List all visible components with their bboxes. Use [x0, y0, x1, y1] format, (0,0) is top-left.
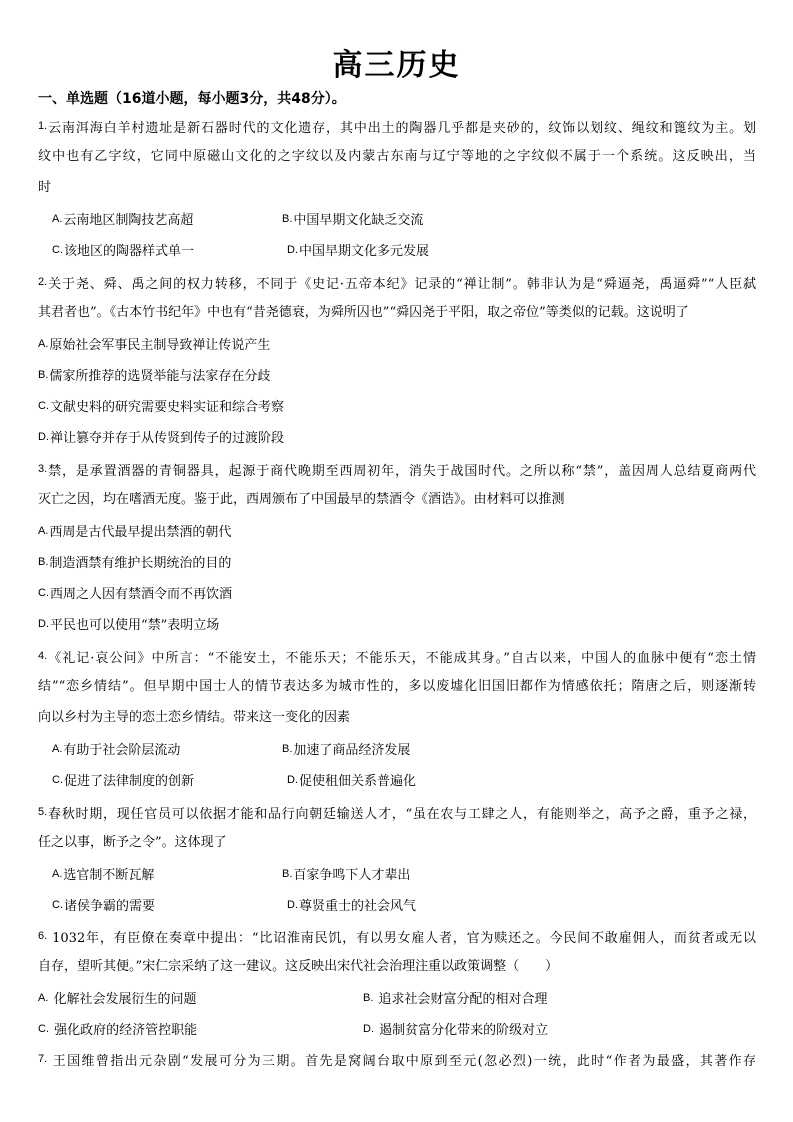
question-6-line-2: 自存，望听其便。”宋仁宗采纳了这一建议。这反映出宋代社会治理注重以政策调整（ ） — [38, 959, 559, 974]
question-3-option-c[interactable]: C.西周之人因有禁酒令而不再饮酒 — [38, 587, 233, 602]
question-3-line-2: 灭亡之因，均在嗜酒无度。鉴于此，西周颁布了中国最早的禁酒令《酒诰》。由材料可以推测 — [38, 492, 565, 507]
question-3-option-d[interactable]: D.平民也可以使用“禁”表明立场 — [38, 618, 220, 633]
question-number: 2. — [38, 276, 48, 288]
question-2-option-d[interactable]: D.禅让篡夺并存于从传贤到传子的过渡阶段 — [38, 431, 285, 446]
question-2-option-a[interactable]: A.原始社会军事民主制导致禅让传说产生 — [38, 338, 271, 353]
question-1-option-b[interactable]: B.中国早期文化缺乏交流 — [282, 213, 424, 228]
question-6-option-c[interactable]: C. 强化政府的经济管控职能 — [38, 1023, 198, 1038]
question-3-option-b[interactable]: B.制造酒禁有维护长期统治的目的 — [38, 556, 232, 571]
page-title: 高三历史 — [332, 48, 461, 83]
question-2-option-b[interactable]: B.儒家所推荐的选贤举能与法家存在分歧 — [38, 369, 271, 384]
question-1-option-d[interactable]: D.中国早期文化多元发展 — [287, 244, 430, 259]
question-4-line-3: 向以乡村为主导的恋土恋乡情结。带来这一变化的因素 — [38, 710, 351, 725]
question-3-option-a[interactable]: A.西周是古代最早提出禁酒的朝代 — [38, 525, 232, 540]
question-2-line-2: 其君者也”。《古本竹书纪年》中也有“昔尧德衰，为舜所囚也”“舜囚尧于平阳，取之帝位”等类似的记载。这说明了 — [38, 305, 689, 320]
question-5-line-2: 任之以事，断予之令”。这体现了 — [38, 835, 227, 850]
question-5-option-b[interactable]: B.百家争鸣下人才辈出 — [282, 868, 411, 883]
question-number: 7. — [38, 1053, 48, 1065]
question-number: 6. — [38, 930, 48, 942]
question-4-option-a[interactable]: A.有助于社会阶层流动 — [52, 743, 181, 758]
question-5-option-a[interactable]: A.选官制不断瓦解 — [52, 868, 155, 883]
question-5-option-c[interactable]: C.诸侯争霸的需要 — [52, 899, 156, 914]
question-number: 3. — [38, 463, 48, 475]
question-6-option-a[interactable]: A. 化解社会发展衍生的问题 — [38, 992, 197, 1007]
question-number: 5. — [38, 806, 48, 818]
question-5-option-d[interactable]: D.尊贤重士的社会风气 — [287, 899, 417, 914]
question-1-line-3: 时 — [38, 180, 52, 195]
question-number: 1. — [38, 120, 48, 132]
question-4-option-d[interactable]: D.促使租佃关系普遍化 — [287, 774, 417, 789]
question-1-option-a[interactable]: A.云南地区制陶技艺高超 — [52, 213, 194, 228]
question-1-line-2: 纹中也有乙字纹，它同中原磁山文化的之字纹以及内蒙古东南与辽宁等地的之字纹似不属于一个系统。这反映出，当 — [38, 149, 756, 164]
question-6-option-d[interactable]: D. 遏制贫富分化带来的阶级对立 — [363, 1023, 549, 1038]
question-4-option-c[interactable]: C.促进了法律制度的创新 — [52, 774, 195, 789]
question-6-option-b[interactable]: B. 追求社会财富分配的相对合理 — [363, 992, 548, 1007]
question-5-line-1: $^{5.}$春秋时期，现任官员可以依据才能和品行向朝廷输送人才，“虽在农与工肆之人，有能则举之，高予之爵，重予之禄， — [38, 806, 756, 822]
question-3-line-1: $^{3.}$禁，是承置酒器的青铜器具，起源于商代晚期至西周初年，消失于战国时代。之所以称“禁”，盖因周人总结夏商两代 — [38, 463, 756, 479]
question-number: 4. — [38, 650, 48, 662]
question-7-line-1: $^{7.}$ 王国维曾指出元杂剧“发展可分为三期。首先是窝阔台取中原到至元(忽必烈)一统，此时“作者为最盛，其著作存 — [38, 1053, 756, 1069]
question-4-line-2: 结”“恋乡情结”。但早期中国士人的情节表达多为城市性的，多以废墟化旧国旧都作为情感依托；隋唐之后，则逐渐转 — [38, 679, 756, 694]
section-heading: 一、单选题（16道小题，每小题3分，共48分）。 — [38, 91, 346, 107]
question-4-line-1: $^{4.}$《礼记·哀公问》中所言：“不能安土，不能乐天；不能乐天，不能成其身。”自古以来，中国人的血脉中便有“恋土情 — [38, 650, 756, 666]
question-2-option-c[interactable]: C.文献史料的研究需要史料实证和综合考察 — [38, 400, 285, 415]
question-6-line-1: $^{6.}$ 1032年，有臣僚在奏章中提出：“比诏淮南民饥，有以男女雇人者，官为赎还之。今民间不敢雇佣人，而贫者或无以 — [38, 930, 756, 946]
question-4-option-b[interactable]: B.加速了商品经济发展 — [282, 743, 411, 758]
question-1-option-c[interactable]: C.该地区的陶器样式单一 — [52, 244, 195, 259]
question-2-line-1: $^{2.}$关于尧、舜、禹之间的权力转移，不同于《史记·五帝本纪》记录的“禅让制”。韩非认为是“舜逼尧，禹逼舜”“人臣弑 — [38, 276, 756, 292]
question-1-line-1: $^{1.}$云南洱海白羊村遗址是新石器时代的文化遗存，其中出土的陶器几乎都是夹砂的，纹饰以划纹、绳纹和篦纹为主。划 — [38, 120, 756, 136]
